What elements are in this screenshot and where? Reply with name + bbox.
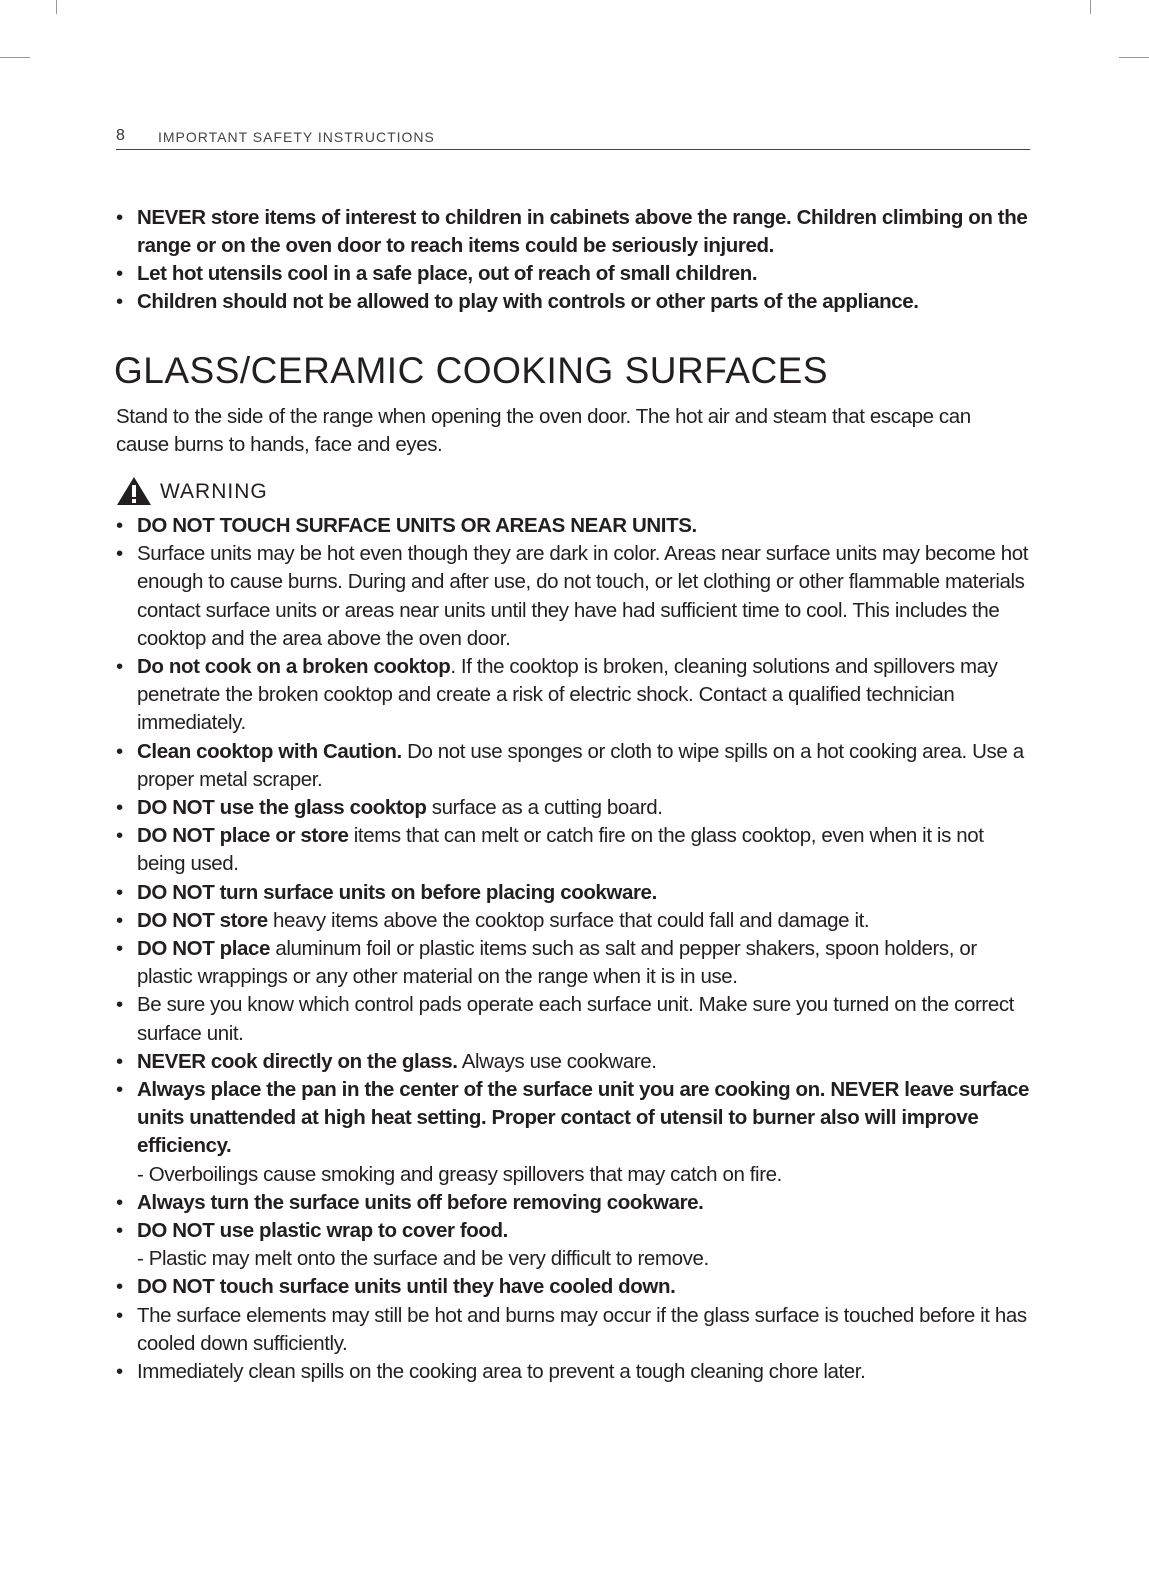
crop-mark (1090, 0, 1091, 14)
list-item (116, 1217, 1036, 1273)
list-item: • NEVER store items of interest to children in cabinets above the range. Children climbing on the range or on the oven door to reach items could be seriously injured. (116, 204, 1036, 260)
list-item: • Children should not be allowed to play with controls or other parts of the appliance. (116, 288, 1036, 316)
bold-lead-text: NEVER cook directly on the glass. (137, 1049, 458, 1073)
bold-lead-text: DO NOT store (137, 908, 268, 932)
list-item (116, 794, 1036, 822)
list-item (116, 1189, 1036, 1217)
list-item: • Let hot utensils cool in a safe place, out of reach of small children. (116, 260, 1036, 288)
sub-note: - Plastic may melt onto the surface and be very difficult to remove. (137, 1247, 709, 1271)
list-item (116, 653, 1036, 738)
list-item (116, 738, 1036, 794)
body-text: items that can melt or catch fire on the glass cooktop, even when it is not being used. (137, 824, 984, 876)
section-intro: Stand to the side of the range when opening the oven door. The hot air and steam that escape can cause burns to hands, face and eyes. (116, 405, 971, 456)
list-item (116, 935, 1036, 991)
list-item (116, 907, 1036, 935)
list-item (116, 512, 1036, 540)
body-text: Be sure you know which control pads operate each surface unit. Make sure you turned on the correct surface unit. (137, 993, 1014, 1045)
warning-triangle-icon (116, 476, 152, 506)
bold-lead-text: Always place the pan in the center of the surface unit you are cooking on. NEVER leave surface units unattended at high heat setting. Proper contact of utensil to burner also will improve efficiency. (137, 1078, 1029, 1158)
list-item (116, 1358, 1036, 1386)
body-text: Immediately clean spills on the cooking area to prevent a tough cleaning chore later. (137, 1360, 866, 1384)
list-item (116, 1302, 1036, 1358)
bold-lead-text: DO NOT use plastic wrap to cover food. (137, 1219, 508, 1243)
page-number: 8 (116, 127, 125, 144)
body-text: Surface units may be hot even though they are dark in color. Areas near surface units may become hot enough to cause burns. During and after use, do not touch, or let clothing or other flammable materials contact surface units or areas near units until they have had sufficient time to cool. This includes the cooktop and the area above the oven door. (137, 542, 1028, 650)
body-text: aluminum foil or plastic items such as salt and pepper shakers, spoon holders, or plastic wrappings or any other material on the range when it is in use. (137, 937, 977, 989)
list-item (116, 540, 1036, 653)
bold-lead-text: DO NOT place (137, 937, 271, 961)
body-text: surface as a cutting board. (426, 796, 663, 820)
bold-lead-text: DO NOT TOUCH SURFACE UNITS OR AREAS NEAR UNITS. (137, 514, 697, 537)
sub-note: - Overboilings cause smoking and greasy spillovers that may catch on fire. (137, 1162, 782, 1186)
body-text: Always use cookware. (457, 1049, 657, 1073)
bold-lead-text: Do not cook on a broken cooktop (137, 655, 451, 679)
header-title: IMPORTANT SAFETY INSTRUCTIONS (158, 129, 435, 145)
crop-mark (56, 0, 57, 14)
section-title: GLASS/CERAMIC COOKING SURFACES (114, 350, 829, 391)
page-header (116, 127, 1030, 150)
list-item (116, 1273, 1036, 1301)
children-safety-list (116, 204, 1036, 316)
warning-list (116, 512, 1036, 1386)
crop-mark (0, 57, 30, 58)
warning-label: WARNING (160, 480, 268, 503)
list-item (116, 991, 1036, 1047)
bold-lead-text: DO NOT touch surface units until they have cooled down. (137, 1275, 676, 1299)
crop-mark (1119, 57, 1149, 58)
body-text: . If the cooktop is broken, cleaning solutions and spillovers may penetrate the broken cooktop and create a risk of electric shock. Contact a qualified technician immediately. (137, 655, 998, 735)
bold-lead-text: DO NOT place or store (137, 824, 349, 848)
list-item (116, 1048, 1036, 1076)
bold-lead-text: Clean cooktop with Caution. (137, 739, 402, 763)
list-item (116, 879, 1036, 907)
body-text: The surface elements may still be hot and burns may occur if the glass surface is touched before it has cooled down sufficiently. (137, 1303, 1027, 1355)
body-text: heavy items above the cooktop surface that could fall and damage it. (267, 908, 870, 932)
list-item (116, 822, 1036, 878)
bold-lead-text: DO NOT use the glass cooktop (137, 796, 427, 820)
list-item (116, 1076, 1036, 1189)
body-text: Do not use sponges or cloth to wipe spills on a hot cooking area. Use a proper metal scraper. (137, 739, 1024, 791)
bold-lead-text: DO NOT turn surface units on before placing cookware. (137, 880, 657, 904)
bold-lead-text: Always turn the surface units off before removing cookware. (137, 1190, 704, 1214)
